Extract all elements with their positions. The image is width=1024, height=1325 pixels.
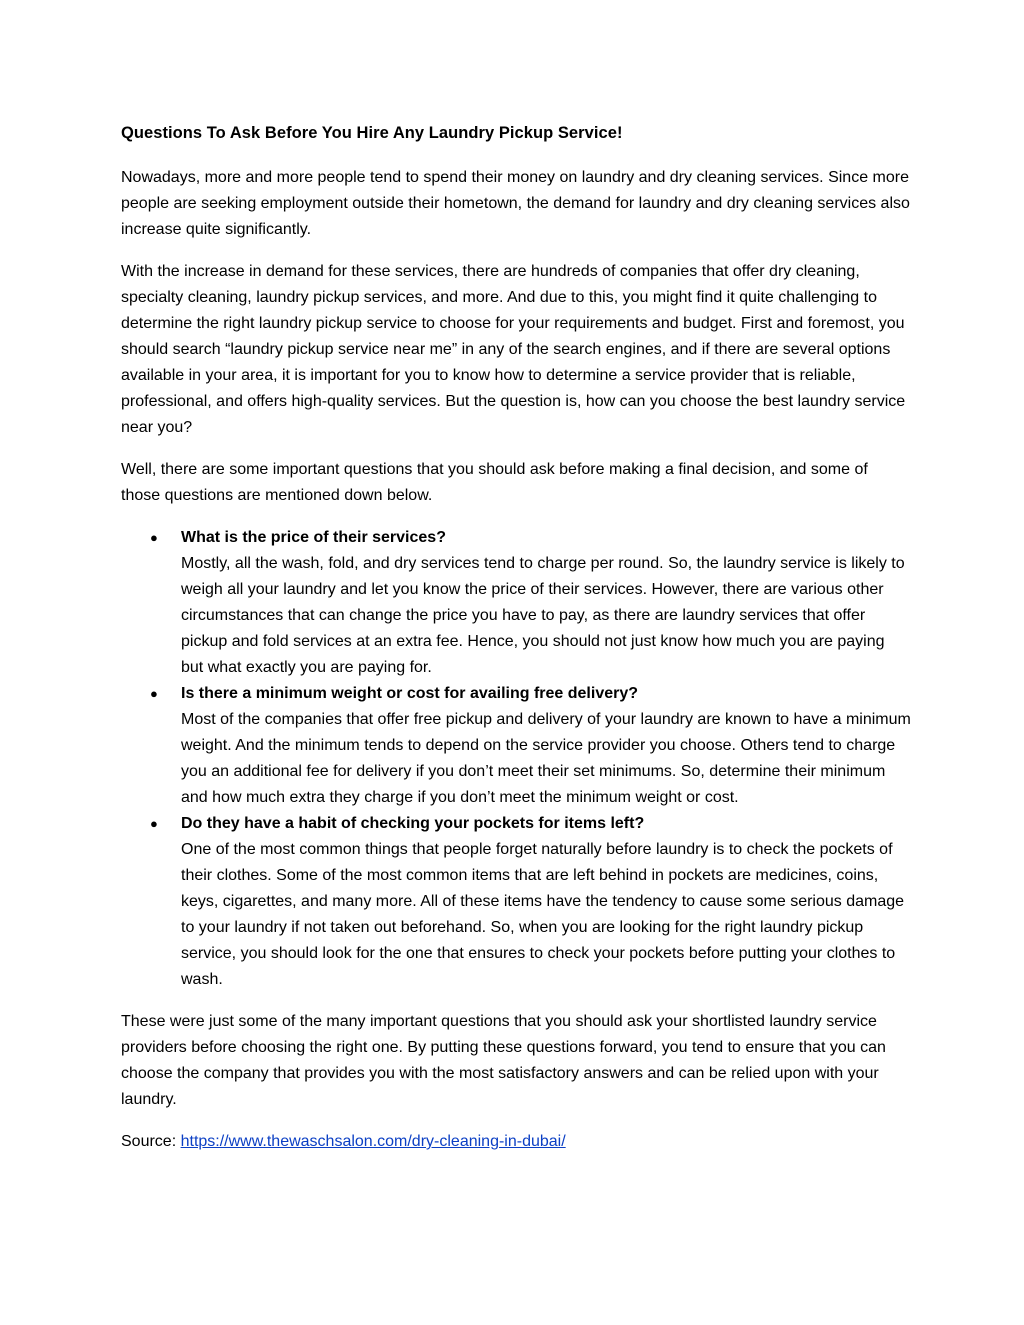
closing-paragraph: These were just some of the many important questions that you should ask your shortlisted laundry service providers before choosing the right one. By putting these questions forward, you tend to ensure that you can choose the company that provides you with the most satisfactory answers and can be relied upon with your laundry. xyxy=(121,1013,886,1108)
document-title: Questions To Ask Before You Hire Any Laundry Pickup Service! xyxy=(121,124,623,142)
source-line xyxy=(121,1129,911,1155)
intro-paragraph: Nowadays, more and more people tend to spend their money on laundry and dry cleaning services. Since more people are seeking employment outside their hometown, the demand for laundry and dry cleaning services also increase quite significantly. xyxy=(121,169,910,238)
list-item xyxy=(150,811,911,993)
question-answer: Mostly, all the wash, fold, and dry services tend to charge per round. So, the laundry service is likely to weigh all your laundry and let you know the price of their services. However, there are various other circumstances that can change the price you have to pay, as there are laundry services that offer pickup and fold services at an extra fee. Hence, you should not just know how much you are paying but what exactly you are paying for. xyxy=(181,555,905,676)
question-heading: Is there a minimum weight or cost for availing free delivery? xyxy=(181,685,639,702)
demand-paragraph: With the increase in demand for these services, there are hundreds of companies that offer dry cleaning, specialty cleaning, laundry pickup services, and more. And due to this, you might find it quite challenging to determine the right laundry pickup service to choose for your requirements and budget. First and foremost, you should search “laundry pickup service near me” in any of the search engines, and if there are several options available in your area, it is important for you to know how to determine a service provider that is reliable, professional, and offers high-quality services. But the question is, how can you choose the best laundry service near you? xyxy=(121,263,906,436)
list-item xyxy=(150,681,911,811)
list-item xyxy=(150,525,911,681)
questions-list xyxy=(121,525,911,993)
source-link[interactable]: https://www.thewaschsalon.com/dry-cleaning-in-dubai/ xyxy=(180,1133,566,1150)
question-heading: Do they have a habit of checking your pockets for items left? xyxy=(181,815,645,832)
question-heading: What is the price of their services? xyxy=(181,529,446,546)
question-answer: One of the most common things that people forget naturally before laundry is to check the pockets of their clothes. Some of the most common items that are left behind in pockets are medicines, coins, keys, cigarettes, and many more. All of these items have the tendency to cause some serious damage to your laundry if not taken out beforehand. So, when you are looking for the right laundry pickup service, you should look for the one that ensures to check your pockets before putting your clothes to wash. xyxy=(181,841,905,988)
source-label: Source: xyxy=(121,1133,181,1150)
question-answer: Most of the companies that offer free pickup and delivery of your laundry are known to have a minimum weight. And the minimum tends to depend on the service provider you choose. Others tend to charge you an additional fee for delivery if you don’t meet their set minimums. So, determine their minimum and how much extra they charge if you don’t meet the minimum weight or cost. xyxy=(181,711,911,806)
bullet-icon: ● xyxy=(150,686,158,701)
bullet-icon: ● xyxy=(150,816,158,831)
bullet-icon: ● xyxy=(150,530,158,545)
document-page xyxy=(121,121,911,1171)
questions-intro-paragraph: Well, there are some important questions that you should ask before making a final decision, and some of those questions are mentioned down below. xyxy=(121,461,868,504)
